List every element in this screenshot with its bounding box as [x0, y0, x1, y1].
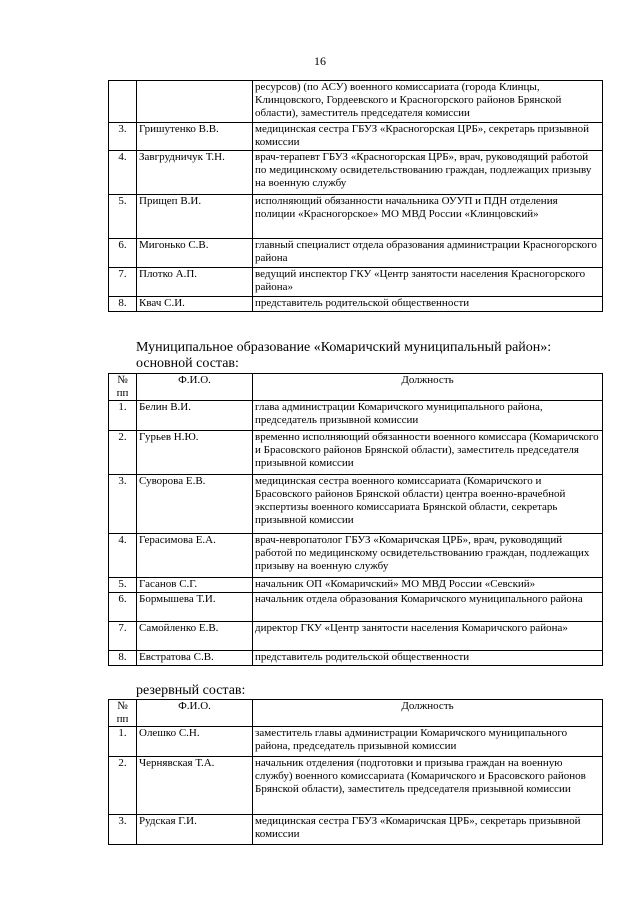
row-position: начальник отдела образования Комаричского муниципального района: [253, 593, 603, 622]
row-name: Евстратова С.В.: [137, 651, 253, 666]
section-title-line2: основной состав:: [136, 356, 239, 371]
row-number: 3.: [109, 475, 137, 534]
row-position: представитель родительской общественности: [253, 297, 603, 312]
table-row: [109, 593, 603, 622]
row-position: ведущий инспектор ГКУ «Центр занятости населения Красногорского района»: [253, 268, 603, 297]
row-name: Суворова Е.В.: [137, 475, 253, 534]
row-position: временно исполняющий обязанности военного комиссара (Комаричского и Брасовского районов Брянской области), заместитель председателя призывной комиссии: [253, 431, 603, 475]
row-name: Гасанов С.Г.: [137, 578, 253, 593]
row-number: 5.: [109, 578, 137, 593]
table-komarichsky-main: [108, 373, 603, 666]
row-number: 4.: [109, 151, 137, 195]
section-title-line1: Муниципальное образование «Комаричский муниципальный район»:: [136, 340, 552, 355]
row-name: Плотко А.П.: [137, 268, 253, 297]
table-row: [109, 239, 603, 268]
row-number: [109, 81, 137, 123]
row-number: 1.: [109, 727, 137, 757]
table-komarichsky-reserve: [108, 699, 603, 845]
row-position: заместитель главы администрации Комаричского муниципального района, председатель призывной комиссии: [253, 727, 603, 757]
row-position: глава администрации Комаричского муниципального района, председатель призывной комиссии: [253, 401, 603, 431]
row-number: 6.: [109, 593, 137, 622]
row-name: Гришутенко В.В.: [137, 123, 253, 151]
table-row: [109, 401, 603, 431]
table-row: [109, 195, 603, 239]
table-row: [109, 268, 603, 297]
row-name: Завгрудничук Т.Н.: [137, 151, 253, 195]
row-number: 8.: [109, 651, 137, 666]
row-number: 1.: [109, 401, 137, 431]
page-number: 16: [314, 54, 326, 68]
header-position: Должность: [253, 700, 603, 727]
table-row: [109, 534, 603, 578]
row-number: 8.: [109, 297, 137, 312]
row-name: Прищеп В.И.: [137, 195, 253, 239]
table-krasnogorsk-continued: [108, 80, 603, 312]
header-name: Ф.И.О.: [137, 700, 253, 727]
row-number: 3.: [109, 815, 137, 845]
row-name: Белин В.И.: [137, 401, 253, 431]
row-position: главный специалист отдела образования администрации Красногорского района: [253, 239, 603, 268]
table-row: [109, 123, 603, 151]
row-number: 7.: [109, 268, 137, 297]
table-row: [109, 81, 603, 123]
row-number: 3.: [109, 123, 137, 151]
section-title-komarichsky: [136, 340, 551, 372]
row-name: Чернявская Т.А.: [137, 757, 253, 815]
row-name: Самойленко Е.В.: [137, 622, 253, 651]
table-row: [109, 297, 603, 312]
row-number: 5.: [109, 195, 137, 239]
section-title-reserve: резервный состав:: [136, 683, 246, 698]
row-name: Квач С.И.: [137, 297, 253, 312]
table-row: [109, 475, 603, 534]
row-name: [137, 81, 253, 123]
header-position: Должность: [253, 374, 603, 401]
table-row: [109, 727, 603, 757]
header-number: № пп: [109, 374, 137, 401]
row-name: Гурьев Н.Ю.: [137, 431, 253, 475]
row-number: 2.: [109, 757, 137, 815]
row-number: 6.: [109, 239, 137, 268]
table-row: [109, 622, 603, 651]
row-position: начальник отделения (подготовки и призыва граждан на военную службу) военного комиссариата (Комаричского и Брасовского районов Брянской области), заместитель председателя призывной комиссии: [253, 757, 603, 815]
table-row: [109, 151, 603, 195]
row-number: 7.: [109, 622, 137, 651]
table-header-row: [109, 700, 603, 727]
row-position: медицинская сестра военного комиссариата (Комаричского и Брасовского районов Брянской области) центра военно-врачебной экспертизы военного комиссариата Брянской области, секретарь призывной комиссии: [253, 475, 603, 534]
table-header-row: [109, 374, 603, 401]
header-number: № пп: [109, 700, 137, 727]
table-row: [109, 578, 603, 593]
row-position: начальник ОП «Комаричский» МО МВД России «Севский»: [253, 578, 603, 593]
row-number: 2.: [109, 431, 137, 475]
row-name: Герасимова Е.А.: [137, 534, 253, 578]
row-position: медицинская сестра ГБУЗ «Комаричская ЦРБ», секретарь призывной комиссии: [253, 815, 603, 845]
table-row: [109, 757, 603, 815]
row-name: Бормышева Т.И.: [137, 593, 253, 622]
row-position: медицинская сестра ГБУЗ «Красногорская ЦРБ», секретарь призывной комиссии: [253, 123, 603, 151]
header-name: Ф.И.О.: [137, 374, 253, 401]
row-name: Мигонько С.В.: [137, 239, 253, 268]
table-row: [109, 431, 603, 475]
row-position: исполняющий обязанности начальника ОУУП и ПДН отделения полиции «Красногорское» МО МВД России «Клинцовский»: [253, 195, 603, 239]
row-position: врач-невропатолог ГБУЗ «Комаричская ЦРБ», врач, руководящий работой по медицинскому освидетельствованию граждан, подлежащих призыву на военную службу: [253, 534, 603, 578]
row-position: директор ГКУ «Центр занятости населения Комаричского района»: [253, 622, 603, 651]
row-position: врач-терапевт ГБУЗ «Красногорская ЦРБ», врач, руководящий работой по медицинскому освидетельствованию граждан, подлежащих призыву на военную службу: [253, 151, 603, 195]
row-position: ресурсов) (по АСУ) военного комиссариата (города Клинцы, Клинцовского, Гордеевского и Красногорского районов Брянской области), заместитель председателя комиссии: [253, 81, 603, 123]
row-number: 4.: [109, 534, 137, 578]
table-row: [109, 815, 603, 845]
row-position: представитель родительской общественности: [253, 651, 603, 666]
row-name: Олешко С.Н.: [137, 727, 253, 757]
row-name: Рудская Г.И.: [137, 815, 253, 845]
table-row: [109, 651, 603, 666]
